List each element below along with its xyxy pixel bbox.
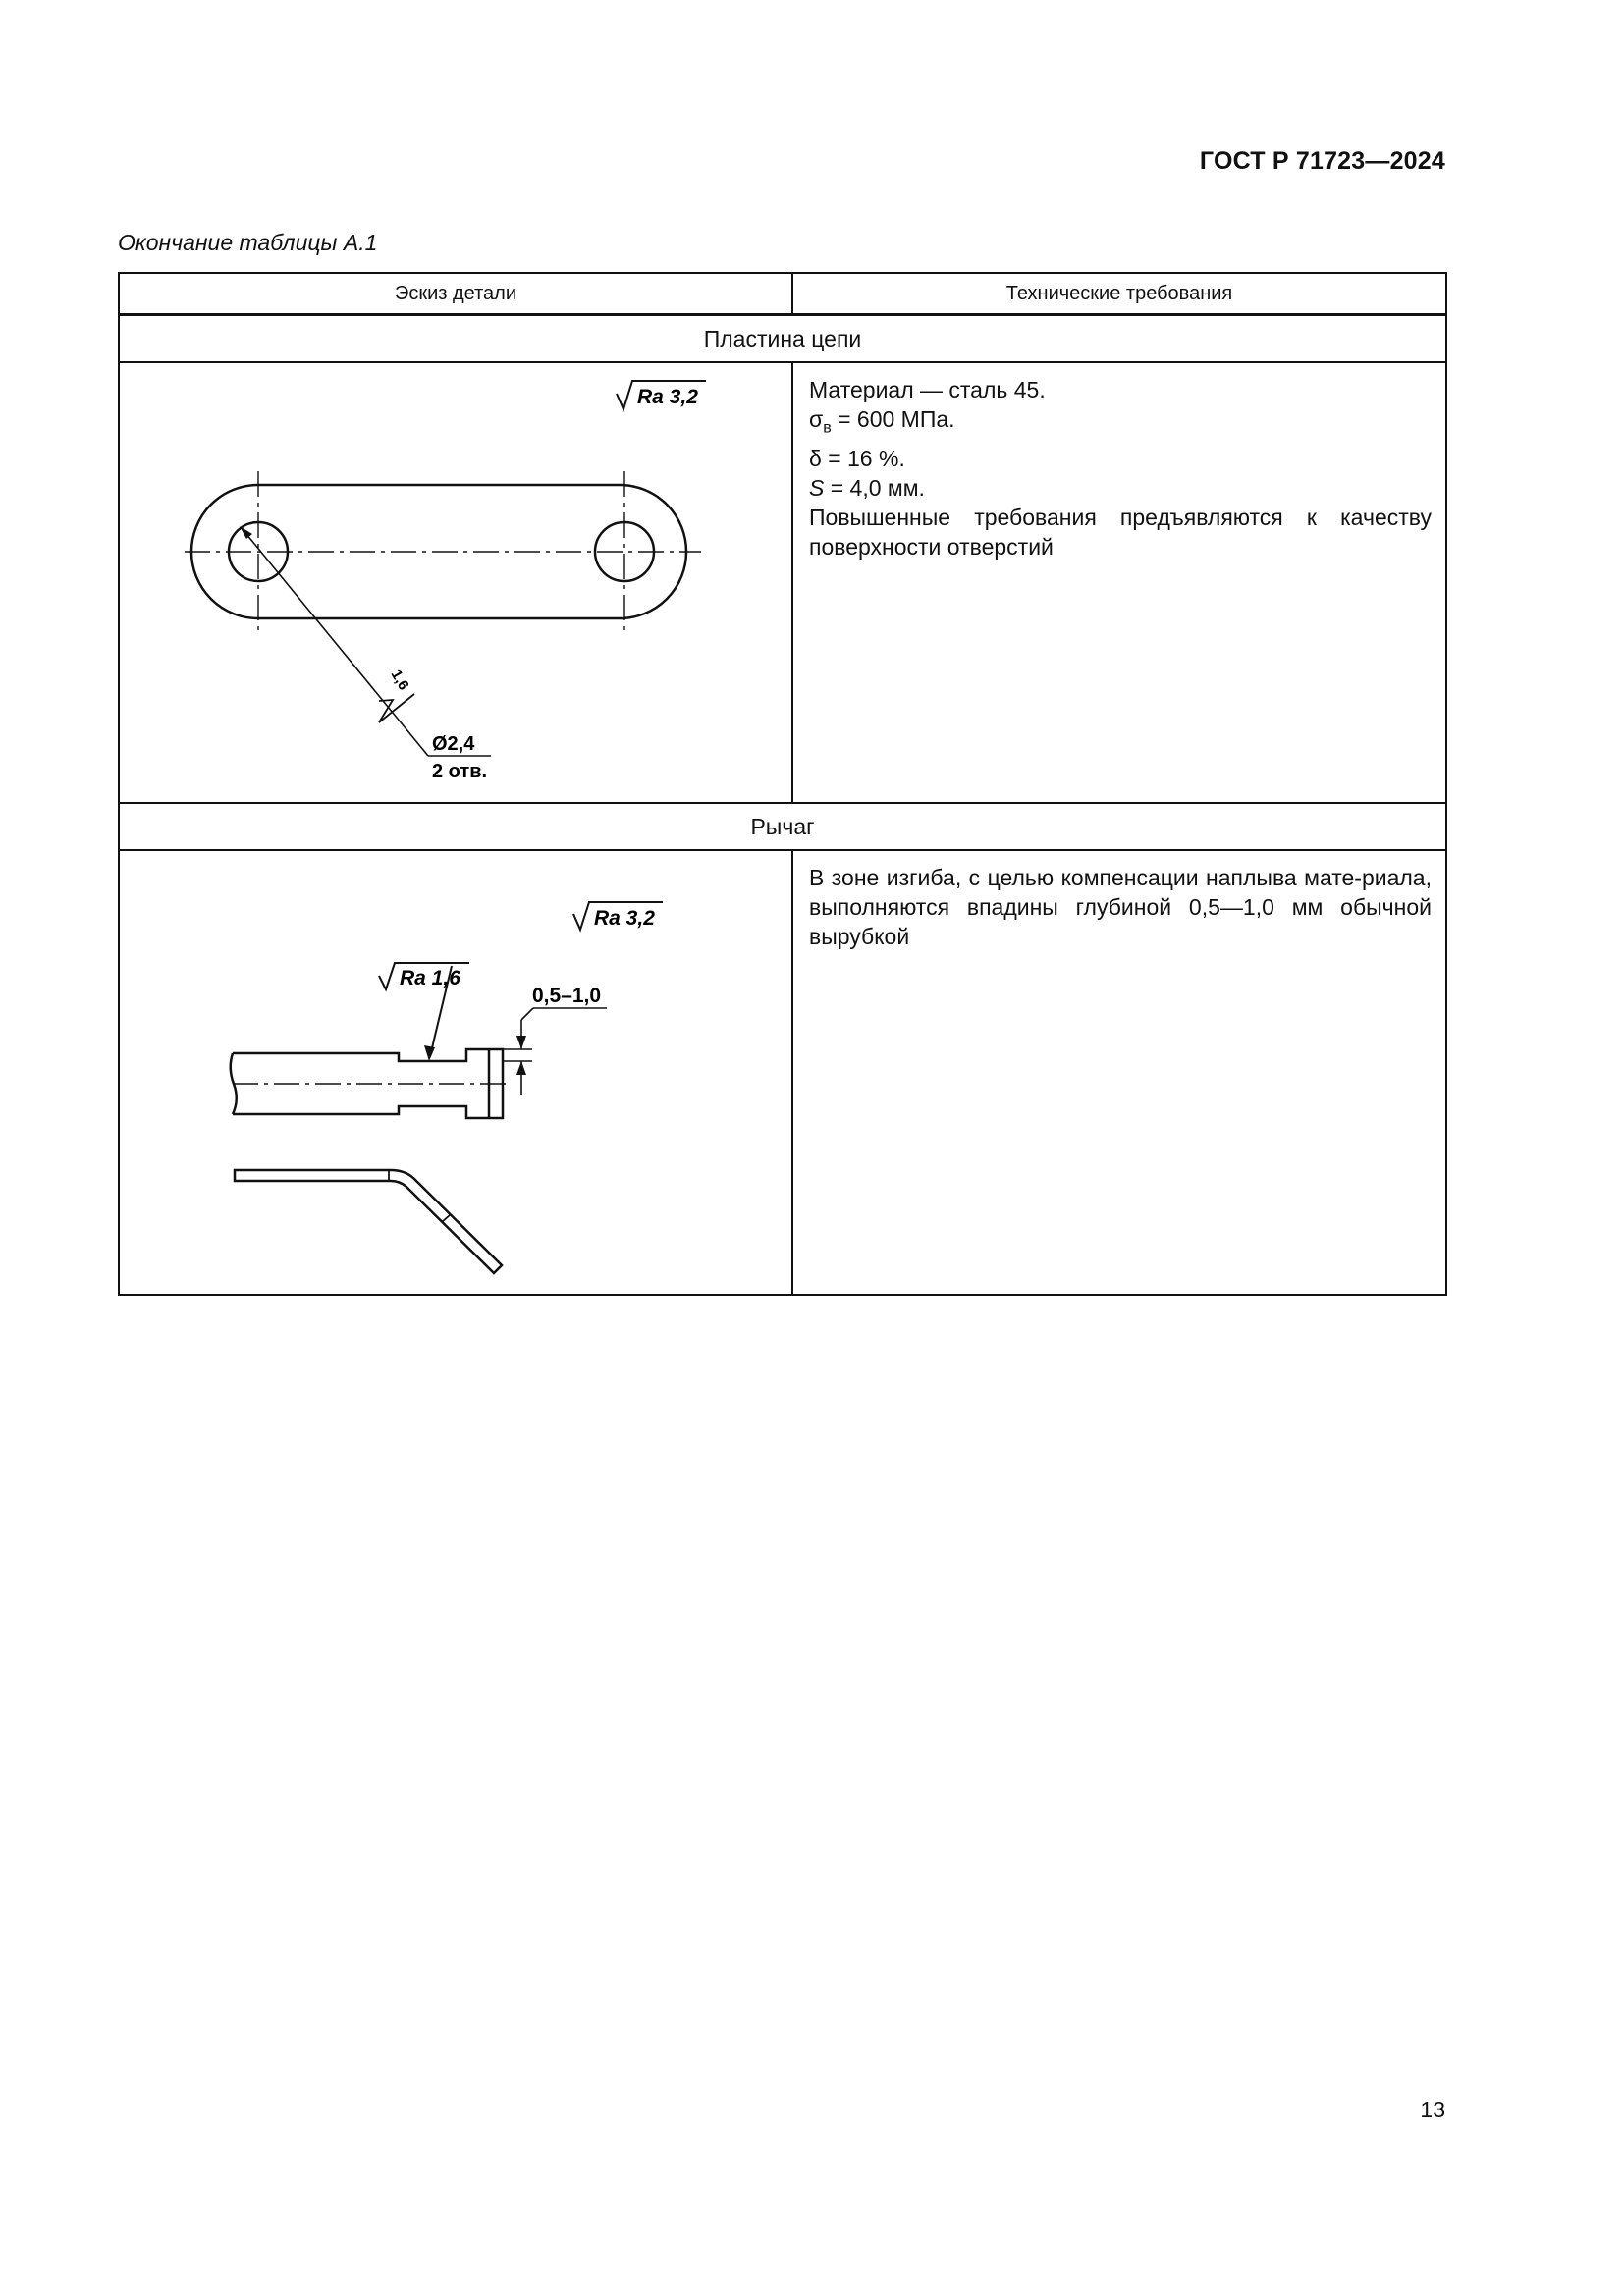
hole-count-label: 2 отв.	[432, 761, 488, 782]
section-title-lever: Рычаг	[119, 803, 1446, 850]
elongation-line: δ = 16 %.	[809, 445, 905, 471]
column-header-requirements: Технические требования	[792, 273, 1446, 315]
lever-note: В зоне изгиба, с целью компенсации наплыва мате-риала, выполняются впадины глубиной 0,5—1,0 мм обычной вырубкой	[809, 865, 1432, 949]
strength-line	[809, 404, 1432, 444]
thickness-symbol: S	[809, 474, 825, 501]
table-header-row	[119, 273, 1446, 315]
sigma-subscript: в	[823, 419, 832, 437]
diameter-arrow	[240, 526, 252, 539]
thickness-line	[809, 473, 1432, 503]
section-row-chain-plate	[119, 315, 1446, 363]
section-title-chain-plate: Пластина цепи	[119, 315, 1446, 363]
lever-requirements	[792, 850, 1446, 1295]
surface-note: Повышенные требования предъявляются к качеству поверхности отверстий	[809, 504, 1432, 560]
lever-drawing	[120, 851, 793, 1296]
depth-arrow-top	[516, 1036, 526, 1049]
lever-side-view	[235, 1170, 502, 1273]
hole-diameter-label: Ø2,4	[432, 733, 475, 755]
center-lines	[185, 471, 701, 632]
chain-plate-sketch-cell	[119, 362, 792, 803]
requirements-table	[118, 272, 1447, 1296]
table-caption: Окончание таблицы А.1	[118, 230, 378, 255]
roughness-hole-label: 1,6	[387, 667, 412, 694]
page-number: 13	[1420, 2097, 1445, 2122]
material-line: Материал — сталь 45.	[809, 377, 1046, 402]
sigma-symbol: σ	[809, 406, 824, 432]
column-header-sketch: Эскиз детали	[119, 273, 792, 315]
roughness-local-arrow	[424, 1045, 435, 1061]
section-row-lever	[119, 803, 1446, 850]
recess-line	[442, 1214, 451, 1222]
depth-arrow-bottom	[516, 1061, 526, 1075]
chain-plate-row	[119, 362, 1446, 803]
chain-plate-drawing	[120, 363, 793, 804]
lever-row	[119, 850, 1446, 1295]
lever-sketch-cell	[119, 850, 792, 1295]
depth-dimension	[503, 1008, 607, 1095]
depth-label: 0,5–1,0	[532, 985, 602, 1007]
chain-plate-requirements	[792, 362, 1446, 803]
strength-value: = 600 МПа.	[831, 406, 955, 432]
roughness-local-label: Ra 1,6	[400, 967, 460, 989]
document-code: ГОСТ Р 71723—2024	[1199, 147, 1445, 175]
roughness-general-label: Ra 3,2	[594, 907, 655, 930]
roughness-general-label: Ra 3,2	[637, 386, 698, 408]
thickness-value: = 4,0 мм.	[824, 474, 925, 501]
diameter-leader	[242, 528, 491, 756]
